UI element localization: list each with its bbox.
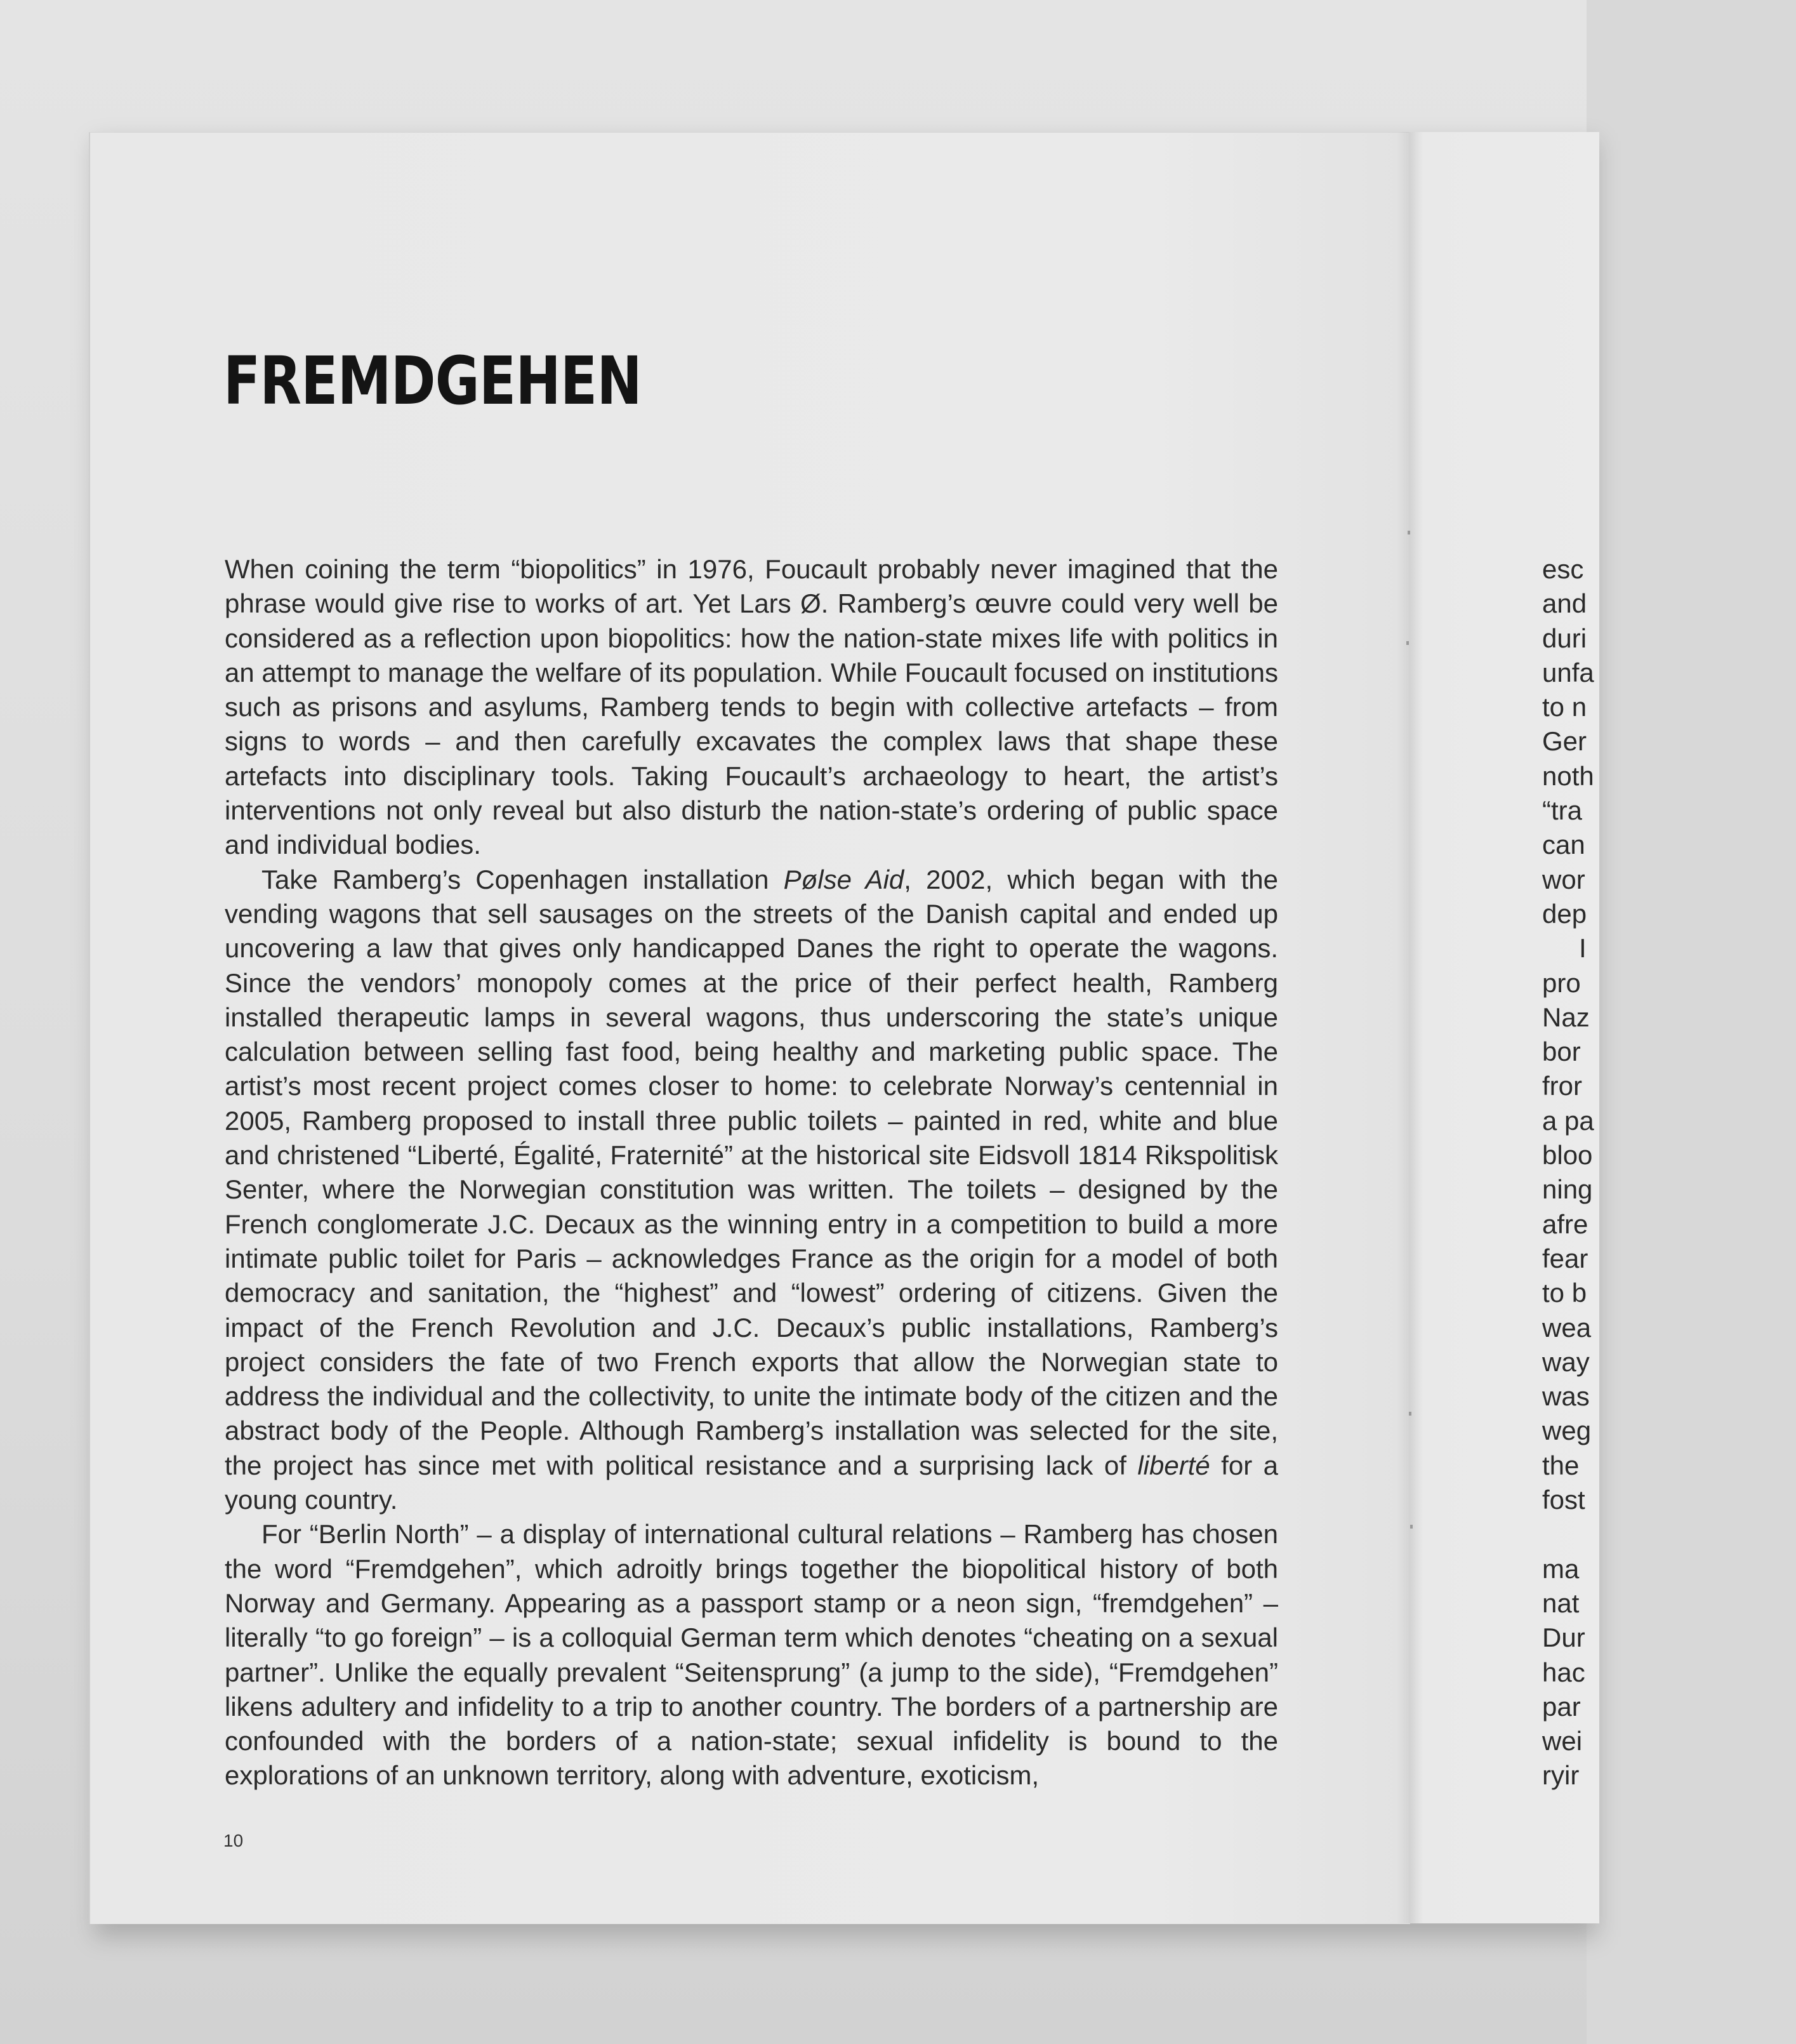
right-page-line-fragment: the [1542, 1450, 1580, 1480]
right-page-line-fragment: wea [1542, 1312, 1592, 1343]
right-page-line-fragment: fror [1542, 1071, 1582, 1101]
right-page-line-fragment: Naz [1542, 1002, 1590, 1032]
paragraph-text: For “Berlin North” – a display of international cultural relations – Ramberg has chosen the word “Fremdgehen”, which adroitly brings together the biopolitical history of both Norway and Germany. Appearing as a passport stamp or a neon sign, “fremdgehen” – literally “to go foreign” – is a colloquial German term which denotes “cheating on a sexual partner”. Unlike the equally prevalent “Seitensprung” (a jump to the side), “Fremdgehen” likens adultery and infidelity to a trip to another country. The borders of a partnership are confounded with the borders of a nation-state; sexual infidelity is bound to the explorations of an unknown territory, along with adventure, exoticism, [225, 1519, 1278, 1791]
right-page-line-fragment: noth [1542, 760, 1594, 791]
right-page-line-fragment: unfa [1542, 657, 1594, 687]
body-paragraph [225, 1517, 1278, 1793]
right-page-column [1542, 552, 1796, 1793]
book-gutter [1396, 132, 1422, 1923]
right-page-line-fragment: Dur [1542, 1623, 1585, 1653]
right-page-line-fragment: pro [1542, 967, 1581, 998]
italic-title: liberté [1137, 1450, 1210, 1480]
right-page-line-fragment: ma [1542, 1553, 1580, 1584]
right-page-line-fragment: bor [1542, 1037, 1581, 1067]
right-page-line-fragment: and [1542, 588, 1587, 619]
right-page-line-fragment: “tra [1542, 795, 1582, 826]
right-page-line-fragment: weg [1542, 1416, 1592, 1446]
right-page-line-fragment: wei [1542, 1726, 1583, 1756]
right-page-line-fragment: to n [1542, 692, 1587, 722]
article-title: FREMDGEHEN [223, 342, 642, 420]
paragraph-text: , 2002, which began with the vending wagons that sell sausages on the streets of the Danish capital and ended up uncovering a law that gives only handicapped Danes the right to operate the wagons. Since the vendors’ monopoly comes at the price of their perfect health, Ramberg installed therapeutic lamps in several wagons, thus underscoring the state’s unique calculation between selling fast food, being healthy and marketing public space. The artist’s most recent project comes closer to home: to celebrate Norway’s centennial in 2005, Ramberg proposed to install three public toilets – painted in red, white and blue and christened “Liberté, Égalité, Fraternité” at the historical site Eidsvoll 1814 Rikspolitisk Senter, where the Norwegian constitution was written. The toilets – designed by the French conglomerate J.C. Decaux as the winning entry in a competition to build a more intimate public toilet for Paris – acknowledges France as the origin for a model of both democracy and sanitation, the “highest” and “lowest” ordering of citizens. Given the impact of the French Revolution and J.C. Decaux’s public installations, Ramberg’s project considers the fate of two French exports that allow the Norwegian state to address the individual and the collectivity, to unite the intimate body of the citizen and the abstract body of the People. Although Ramberg’s installation was selected for the site, the project has since met with political resistance and a surprising lack of [225, 864, 1278, 1480]
right-page-line-fragment: bloo [1542, 1140, 1593, 1171]
right-page-line-fragment: par [1542, 1691, 1581, 1722]
right-page-line-fragment: was [1542, 1381, 1590, 1412]
page-number: 10 [223, 1831, 244, 1850]
body-paragraph [225, 552, 1278, 863]
right-page-line-fragment: ning [1542, 1174, 1593, 1205]
right-page-line-fragment: fear [1542, 1243, 1588, 1273]
right-page-line-fragment: to b [1542, 1278, 1587, 1308]
article-body [225, 552, 1278, 1793]
right-page-line-fragment: fost [1542, 1485, 1585, 1515]
right-page-line-fragment: wor [1542, 864, 1585, 894]
paragraph-text: When coining the term “biopolitics” in 1976, Foucault probably never imagined that the phrase would give rise to works of art. Yet Lars Ø. Ramberg’s œuvre could very well be considered as a reflection upon biopolitics: how the nation-state mixes life with politics in an attempt to manage the welfare of its population. While Foucault focused on institutions such as prisons and asylums, Ramberg tends to begin with collective artefacts – from signs to words – and then carefully excavates the complex laws that shape these artefacts into disciplinary tools. Taking Foucault’s archaeology to heart, the artist’s interventions not only reveal but also disturb the nation-state’s ordering of public space and individual bodies. [225, 554, 1278, 860]
right-page-line-fragment: hac [1542, 1657, 1585, 1687]
right-page-line-fragment: duri [1542, 623, 1587, 653]
paragraph-text: for a young country. [225, 1450, 1278, 1515]
body-paragraph [225, 863, 1278, 1518]
right-page-line-fragment: esc [1542, 554, 1584, 584]
right-page-line-fragment: a pa [1542, 1105, 1594, 1136]
right-page-line-fragment: ryir [1542, 1760, 1580, 1791]
right-page-line-fragment: Ger [1542, 726, 1587, 757]
italic-title: Pølse Aid [783, 864, 904, 894]
right-page-line-fragment: afre [1542, 1209, 1588, 1239]
right-page-line-fragment: can [1542, 830, 1585, 860]
right-page-line-fragment: dep [1542, 898, 1587, 929]
paragraph-text: Take Ramberg’s Copenhagen installation [261, 864, 784, 894]
right-page-line-fragment: nat [1542, 1588, 1580, 1618]
right-page-line-fragment: way [1542, 1346, 1590, 1377]
right-page-line-fragment: I [1579, 933, 1587, 964]
